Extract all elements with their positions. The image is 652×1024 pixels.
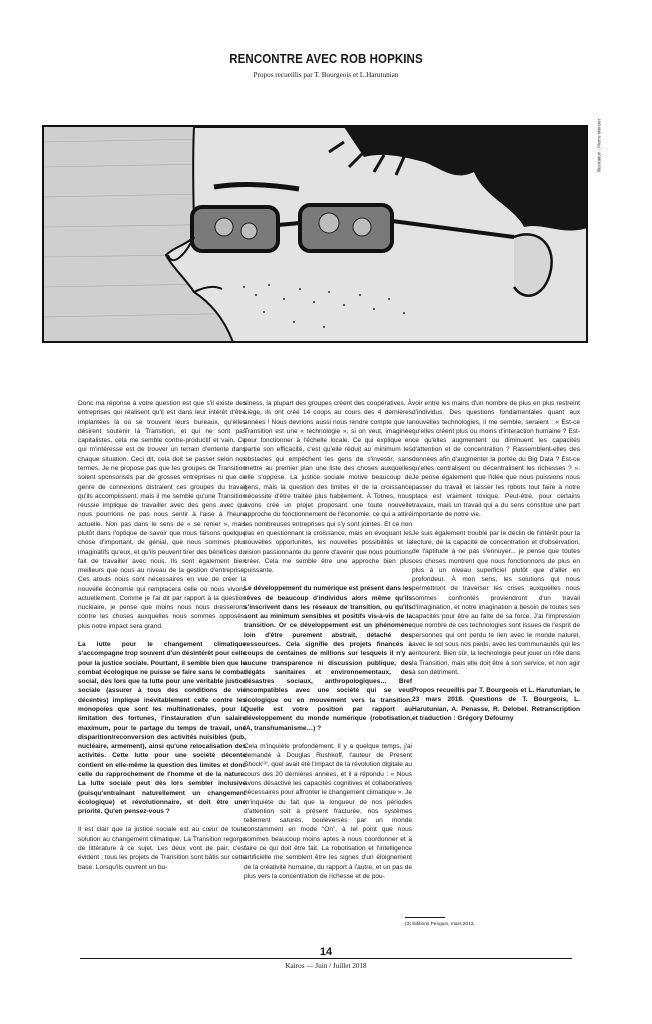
paragraph: Je suis également troublé par le déclin de l'intérêt pour la lecture, de la capacité de concentration et d'observation, de l'aptitude à ne pas s'ennuyer... je pense que toutes ces choses montrent que nous fonctionnons de plus en plus à un niveau superficiel plutôt que d'aller en profondeur. À mon sens, les solutions qui nous permettront de traverser les crises auxquelles nous sommes confrontés proviendront d'un travail d'imagination, et notre imagination a besoin de toutes ses capacités pour être au faîte de sa force. J'ai l'impression que nombre de ces technologies sont issues de l'esprit de personnes qui ont perdu le lien avec le monde naturel, avec le sol sous nos pieds, avec les communautés qui les entourent. Bien sûr, la technologie peut jouer un rôle dans la Transition, mais elle doit être à son service, et non agir à son détriment. <box>412 529 580 676</box>
illustration <box>42 125 588 343</box>
paragraph: Il est clair que la justice sociale est au cœur de toute solution au changement climatique. La Transition regorge de littérature à ce sujet. Les deux vont de pair, c'est évident ; tous les projets de Transition sont bâtis sur cette base. Lorsqu'ils ouvrent un bu- <box>78 826 246 871</box>
publication-info: Kairos — Juin / Juillet 2018 <box>285 962 367 970</box>
article-title: RENCONTRE AVEC ROB HOPKINS <box>229 52 423 66</box>
illustration-credit <box>592 105 602 175</box>
interview-credits: Propos recueillis par T. Bourgeois et L. Harutunian, le 23 mars 2018. Questions de T. Bourgeois, L. Harutunian, A. Penasse, R. Delobel. Retranscription et traduction : Grégory Defourny <box>412 687 580 722</box>
page-number: 14 <box>319 946 333 958</box>
article-column-1 <box>78 399 246 872</box>
paragraph: Cela m'inquiète profondément. Il y a quelque temps, j'ai demandé à Douglas Rushkoff, l'auteur de Present Shock⁽³⁾, quel avait été l'impact de la révolution digitale au cours des 20 dernières années, et il a répondu : « Nous avons désactivé les capacités cognitives et collaboratives nécessaires pour affronter le changement climatique ». Je m'inquiète du fait que la longueur de nos périodes d'attention soit à présent fracturée, nos systèmes tellement saturés, bouleversés par un monde constamment en mode “On”, à tel point que nous sommes beaucoup moins aptes à nous coordonner et à faire ce qui doit être fait. La robotisation et l'intelligence artificielle me semblent être les signes d'un éloignement de la créativité humaine, du rapport à l'autre, et un pas de plus vers la concentration de richesse et de pou- <box>244 742 413 880</box>
article-column-2 <box>244 399 412 881</box>
paragraph: Donc ma réponse à votre question est que s'il existe des entreprises qui réalisent qu'il est dans leur intérêt d'être implantées là où se trouvent leurs bureaux, qu'elles désirent soutenir la Transition, et qui ne sont pas capitalistes, cela me semble contre-productif et vain. Ce qui m'intéresse est de trouver un terrain d'entente dans chaque situation. Ceci dit, cela doit se passer selon nos termes. Je ne propose pas que les groupes de Transition soient sponsorisés par de grosses entreprises ni que ce genre de connexions distraient ces groupes du travail qu'ils accomplissent, mais il me semble qu'une Transition réussie implique de travailler avec des gens avec qui nous pourrions ne pas nous sentir à l'aise à l'heure actuelle. Non pas dans le sens de « se renier », mais plutôt dans l'optique de savoir que nous faisons quelque chose d'important, de génial, que nous sommes plus imaginatifs qu'eux, et qu'ils peuvent tirer des bénéfices du fait de travailler avec nous. Ils sont également bien meilleurs que nous au niveau de la gestion d'entreprise. Ces atouts nous sont nécessaires en vue de créer la nouvelle économie qui remplacera celle où nous vivons actuellement. Comme je l'ai dit par rapport à la question nucléaire, je pense que moins nous nous dresserons contre les choses auxquelles nous sommes opposés, plus notre impact sera grand. <box>78 400 246 630</box>
question-paragraph: Le développement du numérique est présent dans les rêves de beaucoup d'individus alors même qu'ils s'inscrivent dans les réseaux de transition, ou qu'ils sont au minimum sensibles et positifs vis-à-vis de la transition. Or ce développement est un phénomène loin d'être purement abstrait, détaché des ressources. Cela signifie des projets financés à coups de centaines de millions sur lesquels il n'y a aucune transparence ni discussion publique, des dégâts sanitaires et environnementaux, des désastres sociaux, anthropologiques… Bref incompatibles avec une société qui se veut écologique ou en mouvement vers la transition. Quelle est votre position par rapport au développement du monde numérique (robotisation, IA, transhumanisme…) ? <box>244 585 412 732</box>
footnote: (3) Éditions Penguin, mars 2013. <box>405 922 475 927</box>
illustration-drawing <box>44 127 588 343</box>
paragraph: siness, la plupart des groupes créent des coopératives. À Liège, ils ont créé 14 coops au cours des 4 dernières années ! Nous devrions aussi nous rendre compte que la Transition est une « technologie », si on veut, imaginée pour fonctionner à l'échelle locale. Ce qui explique en partie son efficacité, c'est qu'elle réduit au minimum les obstacles qui empêchent les gens de s'investir, sans mettre au premier plan une liste des choses auxquelles elle s'oppose. La justice sociale motive beaucoup de gens, mais la question des limites et de la croissance nécessite d'être traitée plus habilement. À Totnes, nous avons créé un projet proposant une toute nouvelle approche du fonctionnement de l'économie, ce qui a attiré les nombreuses entreprises qui s'y sont jointes. Et ce non pas en questionnant la croissance, mais en évoquant les nouvelles opportunités, les nouvelles possibilités et la vision passionnante du genre d'avenir que nous pourrions créer. Cela me semble être une approche bien plus puissante. <box>244 400 412 575</box>
illustration-credit-text: Illustration : Pierre Mercier <box>596 118 602 173</box>
footer-divider <box>80 958 572 959</box>
article-subtitle: Propos recueillis par T. Bourgeois et L.Harutunian <box>253 71 399 79</box>
question-paragraph: La lutte pour le changement climatique s'accompagne trop souvent d'un désintérêt pour celle pour la justice sociale. Pourtant, il semble bien que le combat écologique ne puisse se faire sans le combat social, dès lors que la lutte pour une véritable justice sociale (assurer à tous des conditions de vie décentes) implique inévitablement celle contre les monopoles que sont les multinationales, pour la limitation des fortunes, l'instauration d'un salaire maximum, pour le partage du temps de travail, une disparition/reconversion des activités nuisibles (pub, nucléaire, armement), ainsi qu'une relocalisation des activités. Cette lutte pour une société décente contient en elle-même la question des limites et donc celle du rapprochement de l'homme et de la nature. La lutte sociale peut dès lors sembler inclusive (puisqu'entraînant naturellement un changement écologique) et révolutionnaire, et doit être une priorité. Qu'en pensez-vous ? <box>78 641 246 816</box>
article-column-3 <box>412 399 580 723</box>
footnote-divider <box>405 917 445 918</box>
paragraph: voir entre les mains d'un nombre de plus en plus restreint d'individus. Des questions fondamentales quant aux nouvelles technologies, il me semble, seraient : « Est-ce qu'elles créent plus ou moins d'interaction humaine ? Est-ce qu'elles augmentent ou diminuent les capacités d'attention et de concentration ? Rassemblent-elles des données afin d'augmenter la portée du Big Data ? Est-ce qu'elles centralisent ou décentralisent les richesses ? ». Je pense également que l'idée que nous puissions nous passer du travail et laisser les robots tout faire à notre place est vraiment toxique. Peut-être, pour certains travaux, mais un travail qui a du sens constitue une part importante de notre vie. <box>412 400 580 519</box>
